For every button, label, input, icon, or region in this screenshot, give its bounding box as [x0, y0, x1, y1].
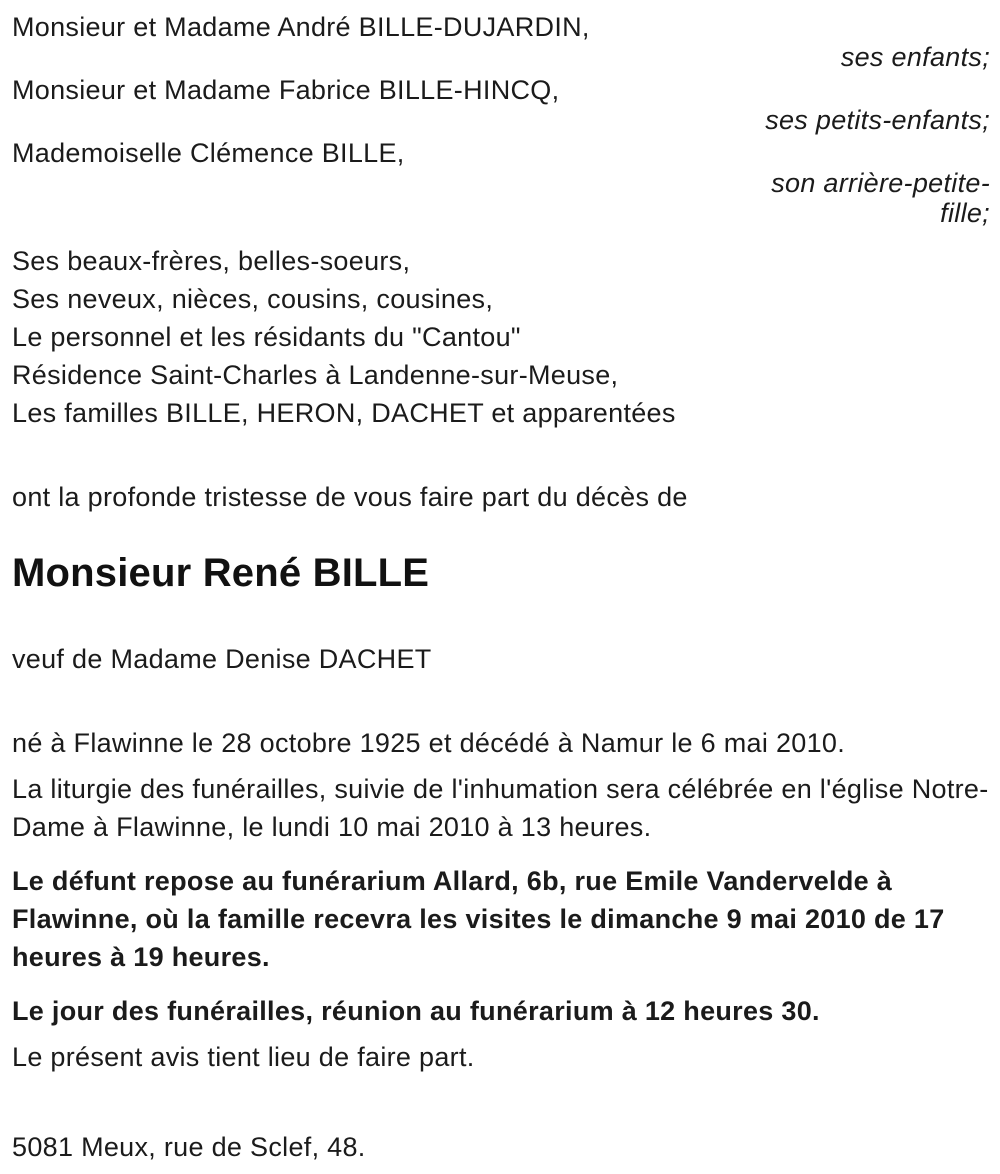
ceremony-paragraph: La liturgie des funérailles, suivie de l'inhumation sera célébrée en l'église Notre-Dame à Flawinne, le lundi 10 mai 2010 à 13 heures.: [12, 774, 989, 842]
visitation-paragraph: Le défunt repose au funérarium Allard, 6b, rue Emile Vandervelde à Flawinne, où la famille recevra les visites le dimanche 9 mai 2010 de 17 heures à 19 heures.: [12, 866, 945, 972]
family-relation-line: [12, 105, 990, 135]
family-relation-text: ses enfants;: [840, 42, 990, 72]
family-row: [12, 138, 990, 228]
relatives-list-item: Ses beaux-frères, belles-soeurs,: [12, 246, 411, 276]
family-relation-text: ses petits-enfants;: [765, 105, 990, 135]
relatives-list-item: Le personnel et les résidants du "Cantou": [12, 322, 521, 352]
family-row: [12, 12, 990, 72]
address-line: 5081 Meux, rue de Sclef, 48.: [12, 1132, 366, 1162]
announcement-line: ont la profonde tristesse de vous faire part du décès de: [12, 482, 688, 512]
birth-death-line: né à Flawinne le 28 octobre 1925 et décédé à Namur le 6 mai 2010.: [12, 728, 846, 758]
relatives-list-item: Résidence Saint-Charles à Landenne-sur-Meuse,: [12, 360, 619, 390]
family-name-line: Mademoiselle Clémence BILLE,: [12, 138, 405, 168]
family-name-line: Monsieur et Madame Fabrice BILLE-HINCQ,: [12, 75, 560, 105]
family-relation-line: [12, 42, 990, 72]
meeting-paragraph: Le jour des funérailles, réunion au funérarium à 12 heures 30.: [12, 996, 820, 1026]
relatives-list-item: Les familles BILLE, HERON, DACHET et apparentées: [12, 398, 676, 428]
family-relation-text: son arrière-petite-fille;: [771, 168, 990, 228]
family-relation-line: [12, 168, 990, 228]
deceased-name-heading: Monsieur René BILLE: [12, 551, 430, 595]
spouse-line: veuf de Madame Denise DACHET: [12, 644, 432, 674]
family-row: [12, 75, 990, 135]
relatives-list-item: Ses neveux, nièces, cousins, cousines,: [12, 284, 494, 314]
notice-line: Le présent avis tient lieu de faire part.: [12, 1042, 475, 1072]
family-name-line: Monsieur et Madame André BILLE-DUJARDIN,: [12, 12, 590, 42]
relatives-list: [12, 242, 990, 432]
